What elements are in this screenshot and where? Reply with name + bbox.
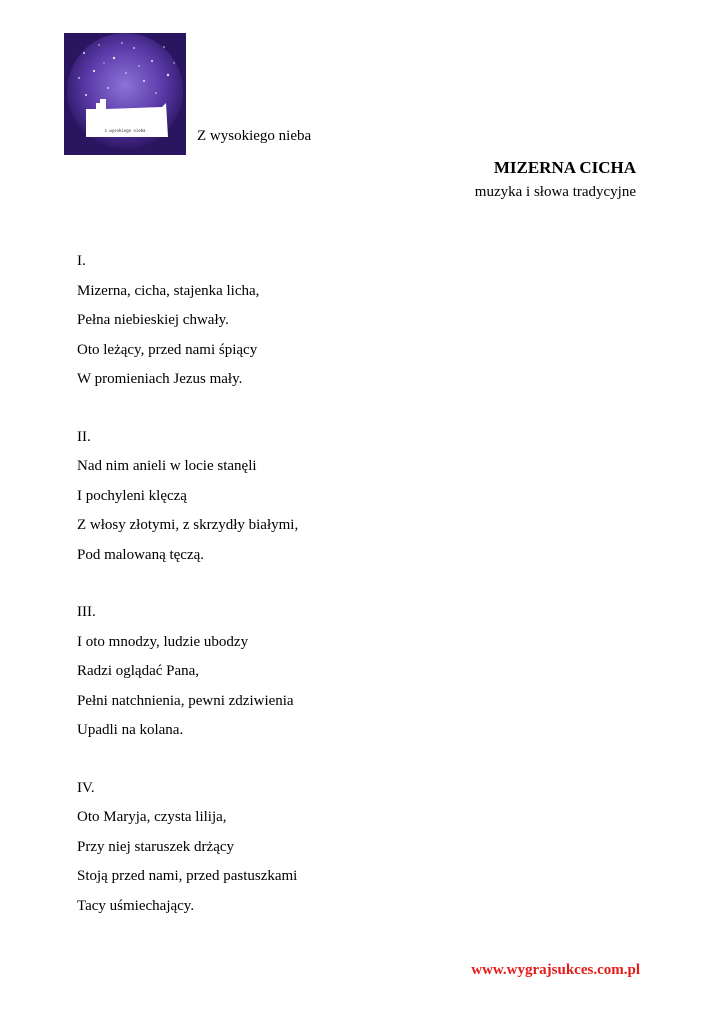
- lyric-line: W promieniach Jezus mały.: [77, 371, 243, 387]
- lyric-line: Pełni natchnienia, pewni zdziwienia: [77, 692, 294, 709]
- stanza-number: III.: [77, 604, 96, 620]
- lyric-line: Nad nim anieli w locie stanęli: [77, 458, 257, 474]
- song-credit: muzyka i słowa tradycyjne: [474, 184, 636, 200]
- lyric-line: Pod malowaną tęczą.: [77, 546, 205, 563]
- album-cover-art: [64, 33, 186, 155]
- lyric-line: Oto Maryja, czysta lilija,: [77, 809, 227, 825]
- stanza: [77, 427, 298, 575]
- lyric-line: Pełna niebieskiej chwały.: [77, 312, 229, 328]
- lyric-line: Mizerna, cicha, stajenka licha,: [77, 282, 260, 299]
- lyric-line: Oto leżący, przed nami śpiący: [77, 341, 258, 358]
- lyric-line: Radzi oglądać Pana,: [77, 663, 200, 679]
- album-cover-caption: z wysokiego nieba: [104, 128, 146, 133]
- website-link[interactable]: www.wygrajsukces.com.pl: [471, 962, 640, 978]
- song-title: MIZERNA CICHA: [493, 158, 636, 177]
- album-title: Z wysokiego nieba: [197, 128, 312, 144]
- lyric-line: Upadli na kolana.: [77, 722, 184, 738]
- lyric-line: Przy niej staruszek drżący: [77, 838, 235, 855]
- lyric-line: Tacy uśmiechający.: [77, 897, 195, 914]
- lyric-line: Stoją przed nami, przed pastuszkami: [77, 868, 298, 884]
- stanza: [77, 251, 298, 399]
- album-cover-image: [64, 33, 186, 155]
- stanza-number: II.: [77, 428, 91, 445]
- lyric-line: Z włosy złotymi, z skrzydły białymi,: [77, 517, 299, 533]
- lyrics: [77, 251, 298, 953]
- lyric-line: I oto mnodzy, ludzie ubodzy: [77, 633, 249, 650]
- lyric-line: I pochyleni klęczą: [77, 487, 187, 504]
- stanza: [77, 602, 298, 750]
- stanza-number: IV.: [77, 779, 95, 796]
- stanza-number: I.: [77, 253, 86, 269]
- stanza: [77, 778, 298, 926]
